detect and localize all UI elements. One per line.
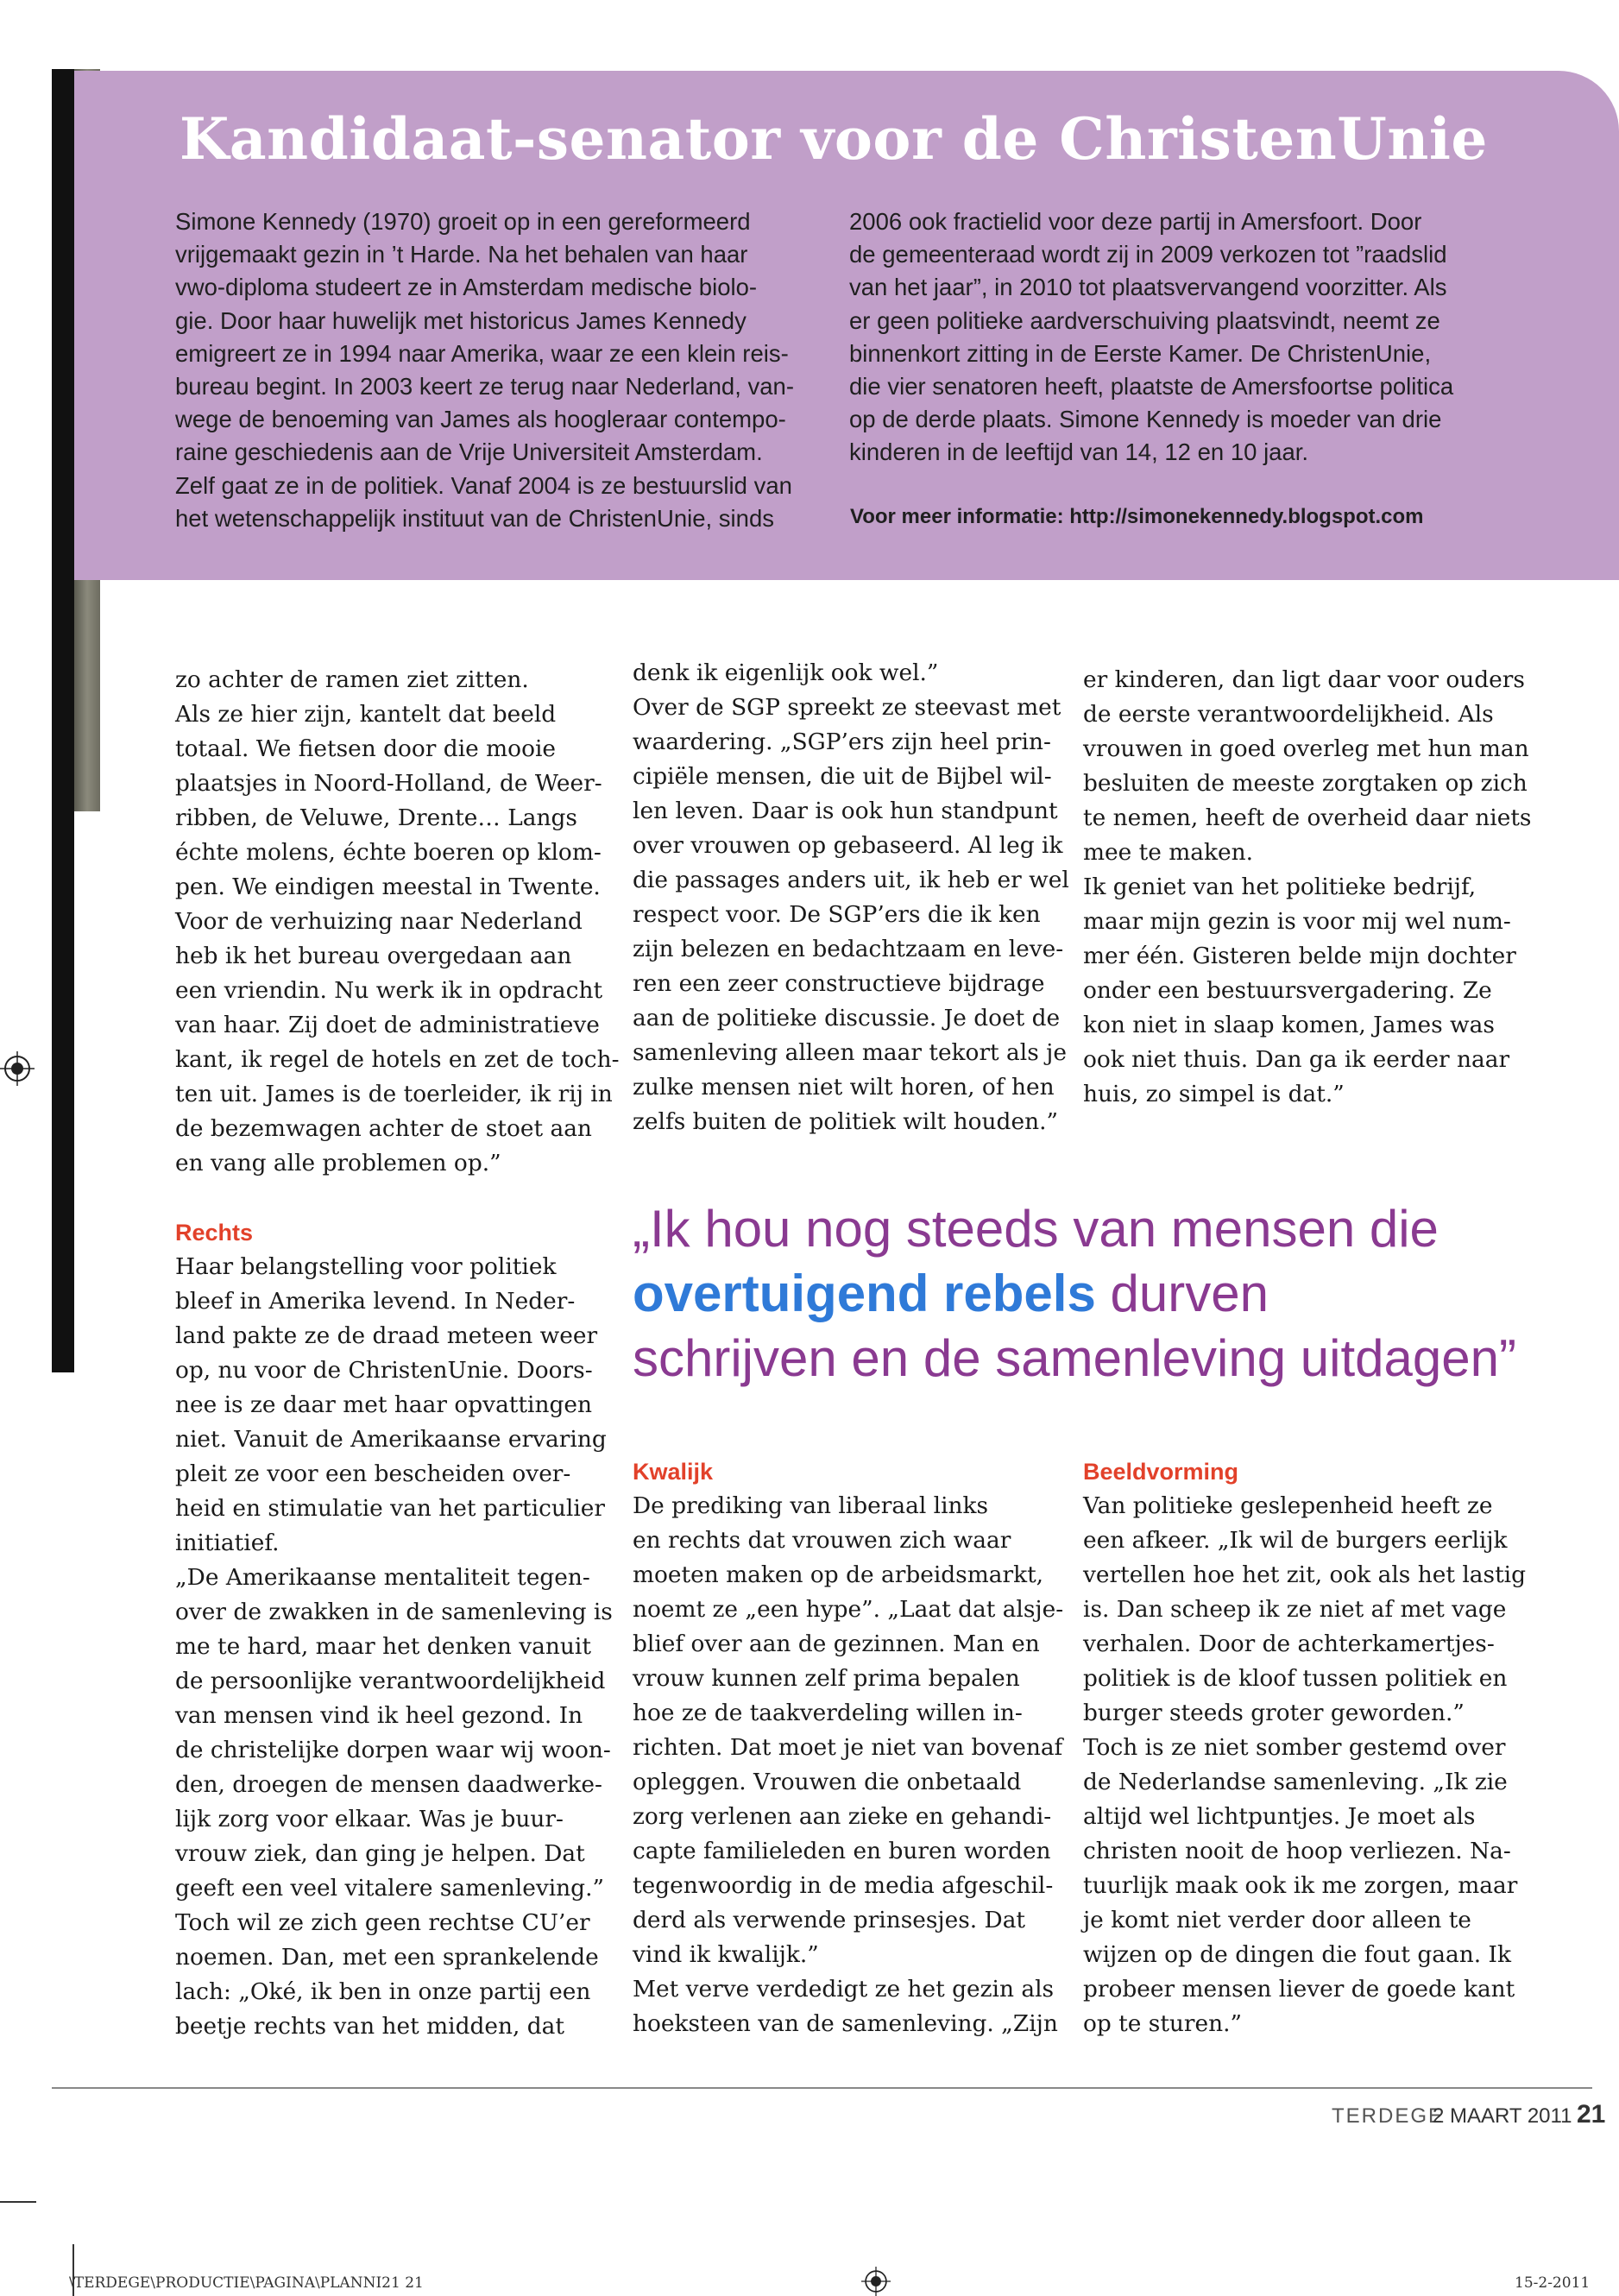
- text-line: niet. Vanuit de Amerikaanse ervaring: [175, 1426, 607, 1453]
- text-line: vrouwen in goed overleg met hun man: [1083, 735, 1529, 762]
- text-line: verhalen. Door de achterkamertjes-: [1083, 1631, 1495, 1657]
- text-line: er kinderen, dan ligt daar voor ouders: [1083, 666, 1525, 693]
- text-line: land pakte ze de draad meteen weer: [175, 1322, 598, 1349]
- info-line: het wetenschappelijk instituut van de ChristenUnie, sinds: [175, 504, 774, 532]
- text-line: de Nederlandse samenleving. „Ik zie: [1083, 1769, 1508, 1795]
- info-line: raine geschiedenis aan de Vrije Universiteit Amsterdam.: [175, 438, 763, 466]
- text-line: cipiële mensen, die uit de Bijbel wil-: [633, 763, 1052, 790]
- left-photo-edge: [52, 69, 74, 1372]
- text-line: je komt niet verder door alleen te: [1083, 1907, 1471, 1933]
- article-column-1: [175, 663, 620, 2044]
- info-line: van het jaar”, in 2010 tot plaatsvervangend voorzitter. Als: [849, 274, 1447, 301]
- pull-quote-line-2-rest: durven: [1095, 1265, 1269, 1322]
- text-line: kant, ik regel de hotels en zet de toch-: [175, 1046, 620, 1073]
- paragraph-gap: [175, 1181, 598, 1215]
- print-file-path: \TERDEGE\PRODUCTIE\PAGINA\PLANNI21 21: [69, 2274, 424, 2292]
- text-line: me te hard, maar het denken vanuit: [175, 1633, 591, 1660]
- text-line: Met verve verdedigt ze het gezin als: [633, 1976, 1055, 2003]
- text-line: pen. We eindigen meestal in Twente.: [175, 874, 601, 900]
- text-line: zorg verlenen aan zieke en gehandi-: [633, 1803, 1052, 1830]
- subheading-kwalijk: Kwalijk: [633, 1459, 714, 1485]
- text-line: denk ik eigenlijk ook wel.”: [633, 659, 939, 686]
- text-line: den, droegen de mensen daadwerke-: [175, 1771, 602, 1798]
- text-line: en rechts dat vrouwen zich waar: [633, 1527, 1011, 1554]
- registration-mark-icon: [0, 1051, 35, 1086]
- text-line: christen nooit de hoop verliezen. Na-: [1083, 1838, 1511, 1864]
- text-line: totaal. We fietsen door die mooie: [175, 735, 557, 762]
- text-line: zijn belezen en bedachtzaam en leve-: [633, 936, 1064, 962]
- text-line: lijk zorg voor elkaar. Was je buur-: [175, 1806, 564, 1832]
- text-line: de christelijke dorpen waar wij woon-: [175, 1737, 611, 1763]
- info-box-title: Kandidaat-senator voor de ChristenUnie: [180, 105, 1488, 173]
- text-line: derd als verwende prinsesjes. Dat: [633, 1907, 1026, 1933]
- text-line: over de zwakken in de samenleving is: [175, 1599, 613, 1625]
- text-line: ook niet thuis. Dan ga ik eerder naar: [1083, 1046, 1510, 1073]
- text-line: moeten maken op de arbeidsmarkt,: [633, 1561, 1044, 1588]
- text-line: te nemen, heeft de overheid daar niets: [1083, 804, 1532, 831]
- text-line: samenleving alleen maar tekort als je: [633, 1039, 1067, 1066]
- text-line: heb ik het bureau overgedaan aan: [175, 943, 572, 969]
- text-line: heid en stimulatie van het particulier: [175, 1495, 605, 1522]
- text-line: probeer mensen liever de goede kant: [1083, 1976, 1515, 2003]
- article-column-5: [1083, 1454, 1527, 2041]
- text-line: noemt ze „een hype”. „Laat dat alsje-: [633, 1596, 1064, 1623]
- info-line: bureau begint. In 2003 keert ze terug naar Nederland, van-: [175, 373, 795, 401]
- text-line: mee te maken.: [1083, 839, 1254, 866]
- text-line: politiek is de kloof tussen politiek en: [1083, 1665, 1508, 1692]
- info-line: Simone Kennedy (1970) groeit op in een gereformeerd: [175, 208, 751, 235]
- subheading-rechts: Rechts: [175, 1220, 254, 1246]
- text-line: plaatsjes in Noord-Holland, de Weer-: [175, 770, 602, 797]
- text-line: aan de politieke discussie. Je doet de: [633, 1005, 1061, 1031]
- info-line: wege de benoeming van James als hoogleraar contempo-: [175, 406, 786, 433]
- text-line: een vriendin. Nu werk ik in opdracht: [175, 977, 603, 1004]
- text-line: kon niet in slaap komen, James was: [1083, 1012, 1495, 1038]
- footer-issue-date: 2 MAART 2011: [1433, 2104, 1572, 2128]
- info-line: gie. Door haar huwelijk met historicus James Kennedy: [175, 306, 747, 334]
- text-line: de persoonlijke verantwoordelijkheid: [175, 1668, 606, 1694]
- info-line: op de derde plaats. Simone Kennedy is moeder van drie: [849, 406, 1442, 433]
- text-line: de eerste verantwoordelijkheid. Als: [1083, 701, 1494, 728]
- info-line: de gemeenteraad wordt zij in 2009 verkozen tot ”raadslid: [849, 241, 1447, 268]
- info-line: 2006 ook fractielid voor deze partij in Amersfoort. Door: [849, 208, 1422, 235]
- text-line: en vang alle problemen op.”: [175, 1150, 501, 1176]
- text-line: besluiten de meeste zorgtaken op zich: [1083, 770, 1528, 797]
- text-line: onder een bestuursvergadering. Ze: [1083, 977, 1492, 1004]
- info-more-link[interactable]: Voor meer informatie: http://simonekennedy.blogspot.com: [850, 505, 1424, 528]
- text-line: opleggen. Vrouwen die onbetaald: [633, 1769, 1022, 1795]
- text-line: Als ze hier zijn, kantelt dat beeld: [175, 701, 557, 728]
- text-line: capte familieleden en buren worden: [633, 1838, 1051, 1864]
- text-line: bleef in Amerika levend. In Neder-: [175, 1288, 576, 1315]
- info-col-2: [849, 205, 1518, 470]
- text-line: nee is ze daar met haar opvattingen: [175, 1391, 592, 1418]
- info-col-1: [175, 205, 844, 535]
- text-line: Ik geniet van het politieke bedrijf,: [1083, 874, 1477, 900]
- article-column-3: [1083, 663, 1532, 1112]
- text-line: hoe ze de taakverdeling willen in-: [633, 1700, 1023, 1726]
- text-line: zulke mensen niet wilt horen, of hen: [633, 1074, 1055, 1101]
- text-line: die passages anders uit, ik heb er wel: [633, 867, 1069, 893]
- text-line: van haar. Zij doet de administratieve: [175, 1012, 600, 1038]
- text-line: Over de SGP spreekt ze steevast met: [633, 694, 1061, 721]
- info-line: binnenkort zitting in de Eerste Kamer. De ChristenUnie,: [849, 339, 1432, 367]
- footer-magazine-name: TERDEGE: [1332, 2104, 1445, 2128]
- footer-page-number: 21: [1577, 2100, 1606, 2129]
- pull-quote-line-3: schrijven en de samenleving uitdagen”: [633, 1329, 1516, 1387]
- text-line: mer één. Gisteren belde mijn dochter: [1083, 943, 1516, 969]
- text-line: vrouw ziek, dan ging je helpen. Dat: [175, 1840, 585, 1867]
- text-line: zo achter de ramen ziet zitten.: [175, 666, 529, 693]
- print-date: 15-2-2011: [1515, 2274, 1591, 2292]
- text-line: is. Dan scheep ik ze niet af met vage: [1083, 1596, 1507, 1623]
- text-line: ten uit. James is de toerleider, ik rij in: [175, 1081, 613, 1107]
- info-line: er geen politieke aardverschuiving plaatsvindt, neemt ze: [849, 306, 1440, 334]
- text-line: Toch is ze niet somber gestemd over: [1083, 1734, 1506, 1761]
- text-line: zelfs buiten de politiek wilt houden.”: [633, 1108, 1058, 1135]
- text-line: de bezemwagen achter de stoet aan: [175, 1115, 592, 1142]
- info-line: kinderen in de leeftijd van 14, 12 en 10 jaar.: [849, 438, 1309, 466]
- text-line: „De Amerikaanse mentaliteit tegen-: [175, 1564, 590, 1591]
- text-line: ren een zeer constructieve bijdrage: [633, 970, 1045, 997]
- text-line: geeft een veel vitalere samenleving.”: [175, 1875, 604, 1902]
- text-line: Voor de verhuizing naar Nederland: [175, 908, 583, 935]
- text-line: Van politieke geslepenheid heeft ze: [1083, 1492, 1493, 1519]
- registration-mark-icon: [861, 2267, 891, 2296]
- text-line: een afkeer. „Ik wil de burgers eerlijk: [1083, 1527, 1508, 1554]
- pull-quote-line-1: „Ik hou nog steeds van mensen die: [633, 1200, 1439, 1258]
- text-line: richten. Dat moet je niet van bovenaf: [633, 1734, 1063, 1761]
- info-line: emigreert ze in 1994 naar Amerika, waar ze een klein reis-: [175, 339, 789, 367]
- text-line: respect voor. De SGP’ers die ik ken: [633, 901, 1041, 928]
- text-line: blief over aan de gezinnen. Man en: [633, 1631, 1040, 1657]
- info-line: Zelf gaat ze in de politiek. Vanaf 2004 is ze bestuurslid van: [175, 471, 792, 499]
- subheading-beeldvorming: Beeldvorming: [1083, 1459, 1239, 1485]
- pull-quote-highlight: overtuigend rebels: [633, 1265, 1096, 1322]
- text-line: De prediking van liberaal links: [633, 1492, 989, 1519]
- text-line: op, nu voor de ChristenUnie. Doors-: [175, 1357, 593, 1384]
- text-line: op te sturen.”: [1083, 2010, 1243, 2037]
- text-line: tegenwoordig in de media afgeschil-: [633, 1872, 1054, 1899]
- article-column-2: [633, 656, 1069, 1139]
- text-line: échte molens, échte boeren op klom-: [175, 839, 602, 866]
- info-line: vwo-diploma studeert ze in Amsterdam medische biolo-: [175, 274, 758, 301]
- text-line: vertellen hoe het zit, ook als het lastig: [1083, 1561, 1527, 1588]
- crop-mark-horizontal: [0, 2201, 36, 2203]
- text-line: over vrouwen op gebaseerd. Al leg ik: [633, 832, 1063, 859]
- pull-quote-line-2: [633, 1261, 1591, 1326]
- text-line: wijzen op de dingen die fout gaan. Ik: [1083, 1941, 1511, 1968]
- text-line: Haar belangstelling voor politiek: [175, 1253, 557, 1280]
- article-column-4: [633, 1454, 1064, 2041]
- text-line: lach: „Oké, ik ben in onze partij een: [175, 1978, 591, 2005]
- text-line: burger steeds groter geworden.”: [1083, 1700, 1465, 1726]
- text-line: maar mijn gezin is voor mij wel num-: [1083, 908, 1511, 935]
- text-line: tuurlijk maak ook ik me zorgen, maar: [1083, 1872, 1518, 1899]
- text-line: len leven. Daar is ook hun standpunt: [633, 798, 1058, 824]
- footer-rule: [52, 2087, 1592, 2089]
- text-line: beetje rechts van het midden, dat: [175, 2013, 564, 2040]
- info-line: die vier senatoren heeft, plaatste de Amersfoortse politica: [849, 373, 1454, 401]
- text-line: vrouw kunnen zelf prima bepalen: [633, 1665, 1020, 1692]
- pull-quote: [633, 1196, 1591, 1391]
- text-line: hoeksteen van de samenleving. „Zijn: [633, 2010, 1058, 2037]
- text-line: altijd wel lichtpuntjes. Je moet als: [1083, 1803, 1476, 1830]
- text-line: pleit ze voor een bescheiden over-: [175, 1460, 571, 1487]
- text-line: Toch wil ze zich geen rechtse CU’er: [175, 1909, 590, 1936]
- text-line: vind ik kwalijk.”: [633, 1941, 819, 1968]
- text-line: huis, zo simpel is dat.”: [1083, 1081, 1345, 1107]
- text-line: ribben, de Veluwe, Drente… Langs: [175, 804, 577, 831]
- info-line: vrijgemaakt gezin in ’t Harde. Na het behalen van haar: [175, 241, 748, 268]
- text-line: waardering. „SGP’ers zijn heel prin-: [633, 729, 1051, 755]
- text-line: initiatief.: [175, 1530, 280, 1556]
- text-line: van mensen vind ik heel gezond. In: [175, 1702, 583, 1729]
- text-line: noemen. Dan, met een sprankelende: [175, 1944, 599, 1971]
